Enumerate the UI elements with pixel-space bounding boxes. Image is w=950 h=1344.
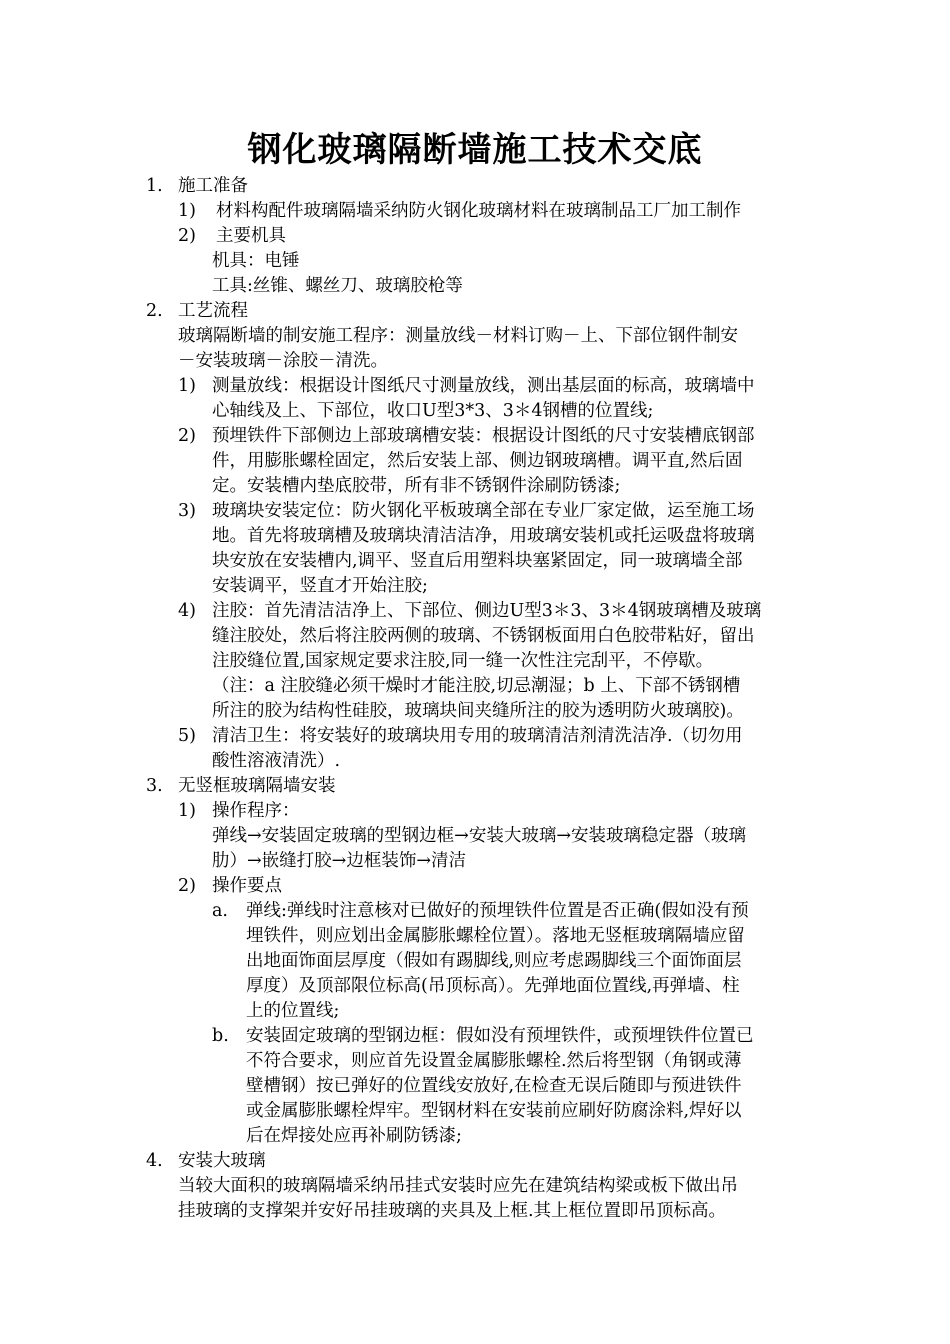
item-text: 材料构配件玻璃隔墙采纳防火钢化玻璃材料在玻璃制品工厂加工制作	[216, 201, 741, 221]
item-number: 5)	[178, 726, 196, 746]
section-title: 安装大玻璃	[178, 1151, 266, 1171]
item-number: 1)	[178, 201, 196, 221]
list-item: 4) 注胶：首先清洁洁净上、下部位、侧边U型3＊3、3＊4钢玻璃槽及玻璃 缝注胶处，然后将注胶两侧的玻璃、不锈钢板面用白色胶带粘好，留出 注胶缝位置,国家规定要求注胶,同一缝一次性注完刮平，不停歇。 （注：a 注胶缝必须干燥时才能注胶,切忌潮湿；b 上、下部不锈钢槽 所注的胶为结构性硅胶，玻璃块间夹缝所注的胶为透明防火玻璃胶)。	[178, 601, 762, 721]
item-number: 1)	[178, 376, 196, 396]
paragraph: 当较大面积的玻璃隔墙采纳吊挂式安装时应先在建筑结构梁或板下做出吊 挂玻璃的支撑架并安好吊挂玻璃的夹具及上框.其上框位置即吊顶标高。	[178, 1176, 738, 1221]
section-title: 无竖框玻璃隔墙安装	[178, 776, 336, 796]
sub-list-item: a. 弹线:弹线时注意核对已做好的预埋铁件位置是否正确(假如没有预 埋铁件，则应划出金属膨胀螺栓位置）。落地无竖框玻璃隔墙应留 出地面饰面层厚度（假如有踢脚线,则应考虑踢脚线三个面饰面层 厚度）及顶部限位标高(吊顶标高）。先弹地面位置线,再弹墙、柱 上的位置线;	[212, 901, 749, 1021]
section-number: 4.	[146, 1151, 163, 1171]
item-letter: b.	[212, 1026, 229, 1046]
item-number: 2)	[178, 876, 196, 896]
item-number: 2)	[178, 426, 196, 446]
item-text: 操作要点	[212, 876, 282, 896]
item-number: 3)	[178, 501, 196, 521]
item-number: 1)	[178, 801, 196, 821]
section-4-heading	[0, 1149, 950, 1174]
section-number: 1.	[146, 176, 163, 196]
item-number: 2)	[178, 226, 196, 246]
list-item	[0, 874, 950, 899]
section-title: 工艺流程	[178, 301, 248, 321]
paragraph: 弹线→安装固定玻璃的型钢边框→安装大玻璃→安装玻璃稳定器（玻璃 肋）→嵌缝打胶→边框装饰→清洁	[212, 826, 746, 871]
list-item: 2) 预埋铁件下部侧边上部玻璃槽安装：根据设计图纸的尺寸安装槽底钢部 件，用膨胀螺栓固定，然后安装上部、侧边钢玻璃槽。调平直,然后固 定。安装槽内垫底胶带，所有非不锈钢件涂刷防锈漆;	[178, 426, 755, 496]
item-text: 主要机具	[216, 226, 286, 246]
item-text: 操作程序：	[212, 801, 300, 821]
list-item	[0, 199, 950, 224]
section-3-heading	[0, 774, 950, 799]
section-title: 施工准备	[178, 176, 248, 196]
sub-list-item: b. 安装固定玻璃的型钢边框：假如没有预埋铁件，或预埋铁件位置已 不符合要求，则应首先设置金属膨胀螺栓.然后将型钢（角钢或薄 壁槽钢）按已弹好的位置线安放好,在检查无误后随即与预进铁件 或金属膨胀螺栓焊牢。型钢材料在安装前应刷好防腐涂料,焊好以 后在焊接处应再补刷防锈漆;	[212, 1026, 754, 1146]
paragraph: 玻璃隔断墙的制安施工程序：测量放线－材料订购－上、下部位钢件制安 －安装玻璃－涂胶－清洗。	[178, 326, 738, 371]
section-2-heading	[0, 299, 950, 324]
item-number: 4)	[178, 601, 196, 621]
text-line: 工具:丝锥、螺丝刀、玻璃胶枪等	[212, 276, 463, 296]
list-item: 5) 清洁卫生：将安装好的玻璃块用专用的玻璃清洁剂清洗洁净.（切勿用 酸性溶液清洗）.	[178, 726, 743, 771]
list-item	[0, 224, 950, 249]
section-number: 3.	[146, 776, 163, 796]
section-number: 2.	[146, 301, 163, 321]
list-item: 1) 测量放线：根据设计图纸尺寸测量放线，测出基层面的标高，玻璃墙中 心轴线及上、下部位，收口U型3*3、3＊4钢槽的位置线;	[178, 376, 755, 421]
list-item: 3) 玻璃块安装定位：防火钢化平板玻璃全部在专业厂家定做，运至施工场 地。首先将玻璃槽及玻璃块清洁洁净，用玻璃安装机或托运吸盘将玻璃 块安放在安装槽内,调平、竖直后用塑料块塞紧固定，同一玻璃墙全部 安装调平，竖直才开始注胶;	[178, 501, 755, 596]
document-body	[0, 174, 950, 1224]
item-letter: a.	[212, 901, 228, 921]
section-1-heading	[0, 174, 950, 199]
text-line: 机具：电锤	[212, 251, 300, 271]
list-item	[0, 799, 950, 824]
document-title: 钢化玻璃隔断墙施工技术交底	[247, 130, 703, 170]
